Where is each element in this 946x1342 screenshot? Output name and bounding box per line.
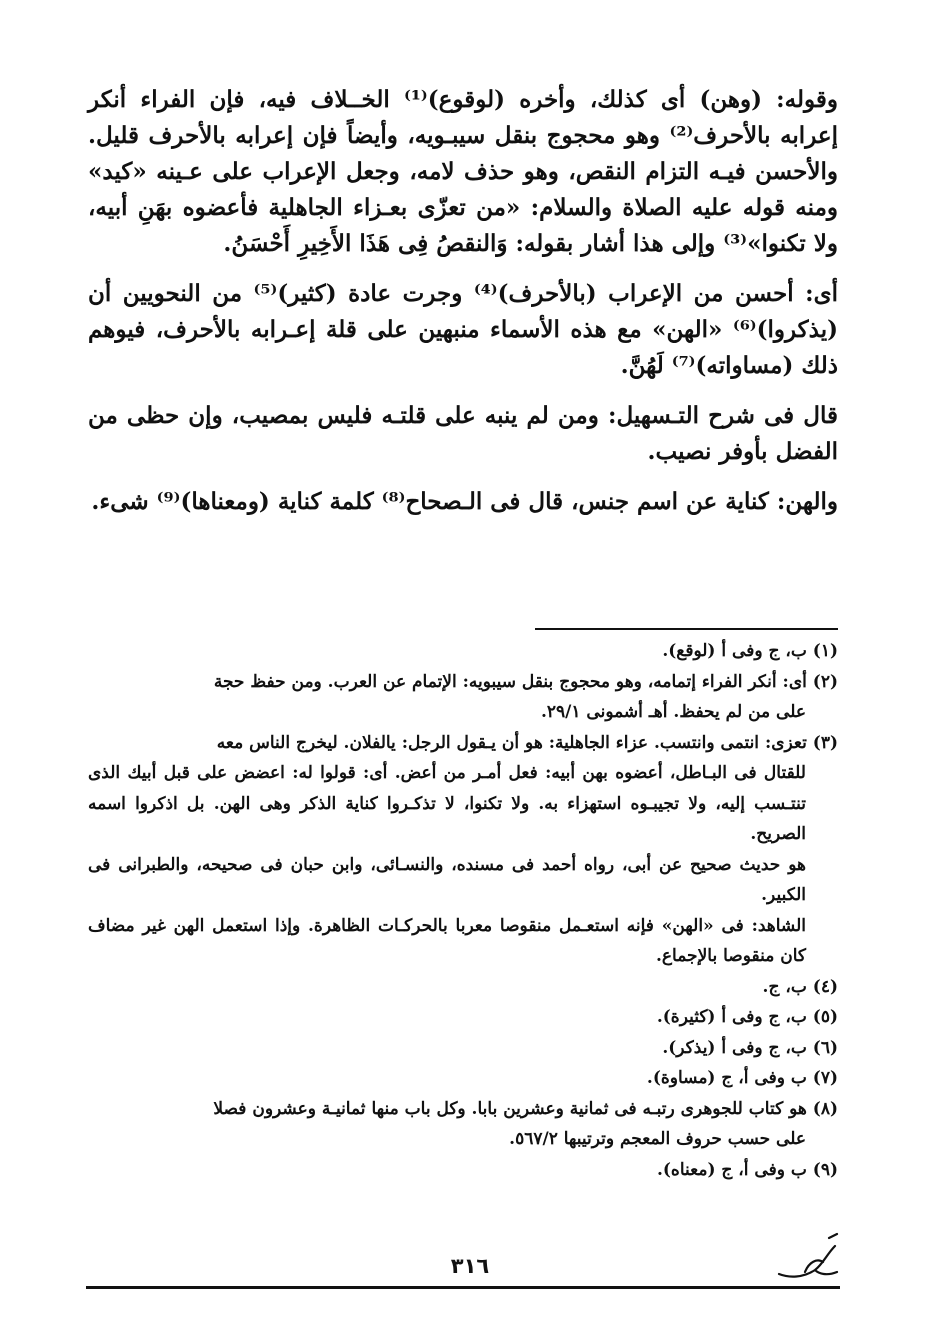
footnote [88, 850, 838, 911]
footnote-continuation: للقتال فى البـاطل، أعضوه بهن أبيه: فعل أمـر من أعض. أى: قولوا له: اعضض على قبل أبيك الذى تنتـسب إليه، ولا تجيبـوه استهزاء به. ولا تكنوا، لا تذكـروا كناية الذكر وهى الهن. بل اذكروا اسمه الصريح. [88, 763, 806, 844]
footnote-continuation: الشاهد: فى «الهن» فإنه استعـمل منقوصا معربا بالحركـات الظاهرة. وإذا استعمل الهن غير مضاف كان منقوصا بالإجماع. [88, 915, 806, 966]
footnote [88, 667, 838, 728]
main-text [88, 82, 838, 534]
footnote-continuation: على حسب حروف المعجم وترتيبها ٥٦٧/٢. [509, 1129, 806, 1149]
footnote [88, 1033, 838, 1064]
footnote-text: (٧) ب وفى أ، ج (مساوة). [646, 1068, 838, 1088]
page-number: ٣١٦ [450, 1254, 490, 1278]
paragraph: أى: أحسن من الإعراب (بالأحرف)⁽⁴⁾ وجرت عادة (كثير)⁽⁵⁾ من النحويين أن (يذكروا)⁽⁶⁾ «الهن» مع هذه الأسماء منبهين على قلة إعـرابه بالأحرف، فيوهم ذلك (مساواته)⁽⁷⁾ لَهُنَّ. [88, 280, 838, 379]
footnote [88, 972, 838, 1003]
footnote-text: (٦) ب، ج وفى أ (يذكر). [662, 1037, 838, 1058]
footnote-text: (٨) هو كتاب للجوهرى رتبـه فى ثمانية وعشرين بابا. وكل باب منها ثمانيـة وعشرون فصلا [213, 1098, 838, 1119]
footnote-text: (٢) أى: أنكر الفراء إتمامه، وهو محجوج بنقل سيبويه: الإتمام عن العرب. ومن حفظ حجة [213, 671, 838, 692]
footnote-separator [535, 628, 838, 630]
footnote [88, 1155, 838, 1186]
bottom-rule [86, 1286, 840, 1289]
footnote-text: (٣) تعزى: انتمى وانتسب. عزاء الجاهلية: هو أن يـقول الرجل: يالفلان. ليخرج الناس معه [216, 732, 838, 753]
footnote-text: (٥) ب، ج وفى أ (كثيرة). [656, 1007, 838, 1027]
footnote [88, 728, 838, 850]
footnote [88, 1094, 838, 1155]
footnote-text: (٤) ب، ج. [762, 976, 838, 997]
footnote-text: (٩) ب وفى أ، ج (معناه). [656, 1159, 838, 1180]
footnote-text: (١) ب، ج وفى أ (لوقع). [662, 641, 838, 661]
footnote [88, 1063, 838, 1094]
paragraph: قال فى شرح التـسهيل: ومن لم ينبه على قلتـه فليس بمصيب، وإن حظى من الفضل بأوفر نصيب. [88, 402, 838, 465]
paragraph: والهن: كناية عن اسم جنس، قال فى الـصحاح⁽⁸⁾ كلمة كناية (ومعناها)⁽⁹⁾ شىء. [91, 488, 838, 515]
footnote [88, 1002, 838, 1033]
footnote [88, 636, 838, 667]
footnotes [88, 636, 838, 1185]
footnote [88, 911, 838, 972]
signature-mark [775, 1228, 845, 1283]
footnote-continuation: هو حديث صحيح عن أبى، رواه أحمد فى مسنده، والنسـائى، وابن حبان فى صحيحه، والطبرانى فى الكبير. [88, 854, 806, 905]
paragraph: وقوله: (وهن) أى كذلك، وأخره (لوقوع)⁽¹⁾ الخــلاف فيه، فإن الفراء أنكر إعرابه بالأحرف⁽²⁾ وهو محجوج بنقل سيبـويه، وأيضاً فإن إعرابه بالأحرف قليل. والأحسن فيـه التزام النقص، وهو حذف لامه، وجعل الإعراب على عـينه «كيد» ومنه قوله عليه الصلاة والسلام: «من تعزّى بعـزاء الجاهلية فأعضوه بهَنِ أبيه، ولا تكنوا»⁽³⁾ وإلى هذا أشار بقوله: وَالنقصُ فِى هَذَا الأَخِيرِ أَحْسَنُ. [88, 86, 838, 257]
footnote-continuation: على من لم يحفظ. أهـ أشمونى ٢٩/١. [540, 702, 806, 722]
